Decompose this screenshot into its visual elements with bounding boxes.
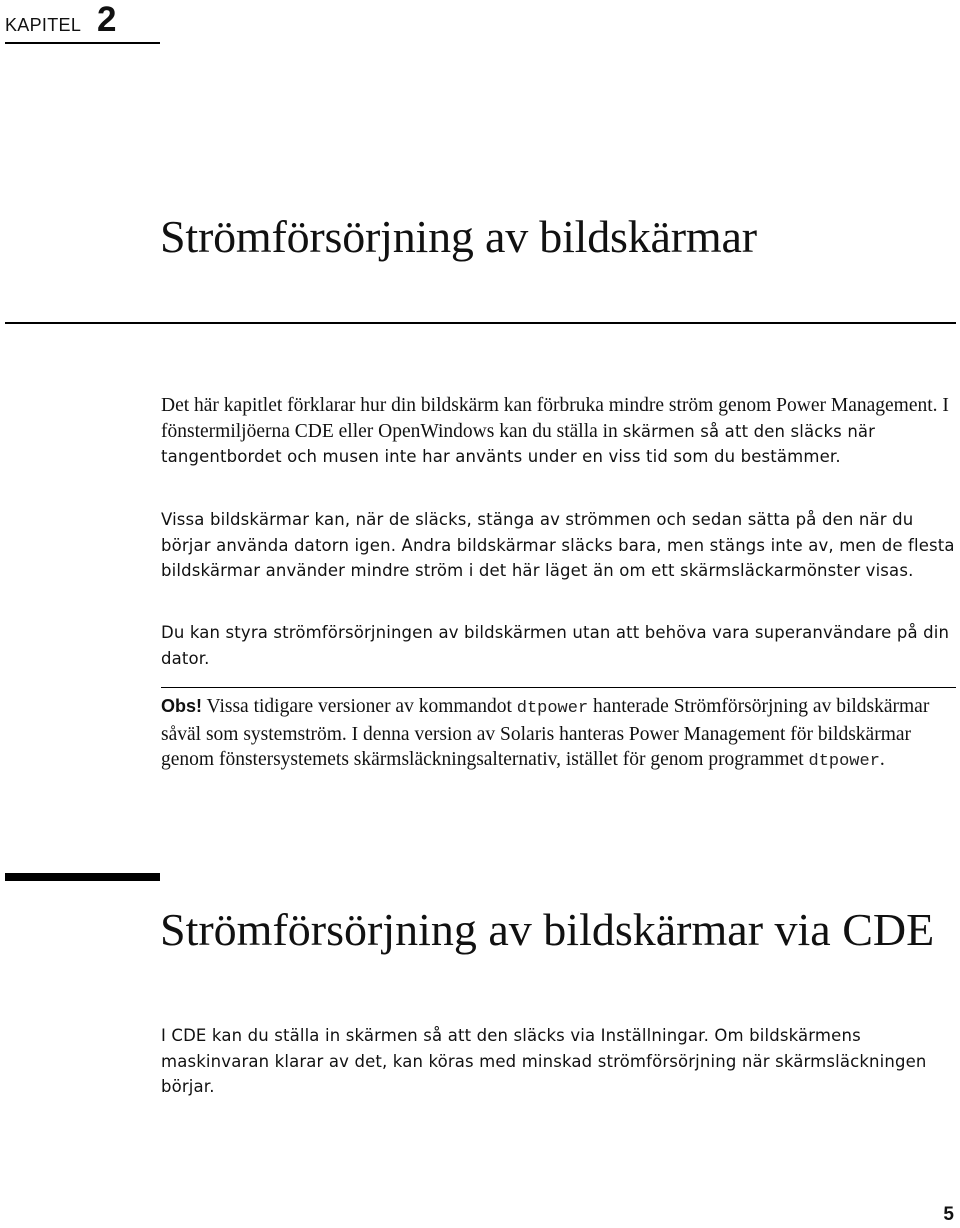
title-divider bbox=[5, 322, 956, 324]
note-code-dtpower-2: dtpower bbox=[808, 752, 880, 771]
intro-paragraph bbox=[161, 393, 956, 470]
note-text-3: . bbox=[879, 749, 885, 770]
note-label: Obs! bbox=[161, 696, 203, 716]
chapter-header bbox=[5, 0, 160, 44]
note-text-2: hanterade Strömförsörjning av bildskärmar såväl som systemström. I denna version av Solaris hanteras Power Management för bildskärmar genom fönstersystemets skärmsläckningsalternativ, istället för genom programmet bbox=[161, 696, 930, 770]
note-code-dtpower: dtpower bbox=[516, 699, 589, 718]
chapter-number: 2 bbox=[97, 0, 117, 39]
section-marker-bar bbox=[5, 873, 160, 881]
monitor-paragraph: Vissa bildskärmar kan, när de släcks, stänga av strömmen och sedan sätta på den när du börjar använda datorn igen. Andra bildskärmar släcks bara, men stängs inte av, men de flesta bildskärmar använder mindre ström i det här läget än om ett skärmsläckarmönster visas. bbox=[161, 510, 955, 580]
section-paragraph: I CDE kan du ställa in skärmen så att den släcks via Inställningar. Om bildskärmens maskinvaran klarar av det, kan köras med minskad strömförsörjning när skärmsläckningen börjar. bbox=[161, 1026, 927, 1096]
page-number: 5 bbox=[943, 1204, 954, 1225]
note-paragraph bbox=[161, 694, 956, 775]
note-text-1: Vissa tidigare versioner av kommandot bbox=[202, 696, 517, 717]
page-title: Strömförsörjning av bildskärmar bbox=[160, 211, 757, 262]
intro-text-part-2: skärmen så att den släcks när tangentbordet och musen inte har använts under en viss tid som du bestämmer. bbox=[161, 421, 876, 466]
note-top-divider bbox=[161, 687, 956, 688]
chapter-label: KAPITEL bbox=[5, 15, 82, 35]
intro-text-part-1: Det här kapitlet förklarar hur din bildskärm kan förbruka mindre ström genom Power Management. I fönstermiljöerna CDE eller OpenWindows kan du ställa in bbox=[161, 395, 949, 442]
section-title: Strömförsörjning av bildskärmar via CDE bbox=[160, 904, 935, 955]
control-paragraph: Du kan styra strömförsörjningen av bildskärmen utan att behöva vara superanvändare på din dator. bbox=[161, 623, 950, 668]
